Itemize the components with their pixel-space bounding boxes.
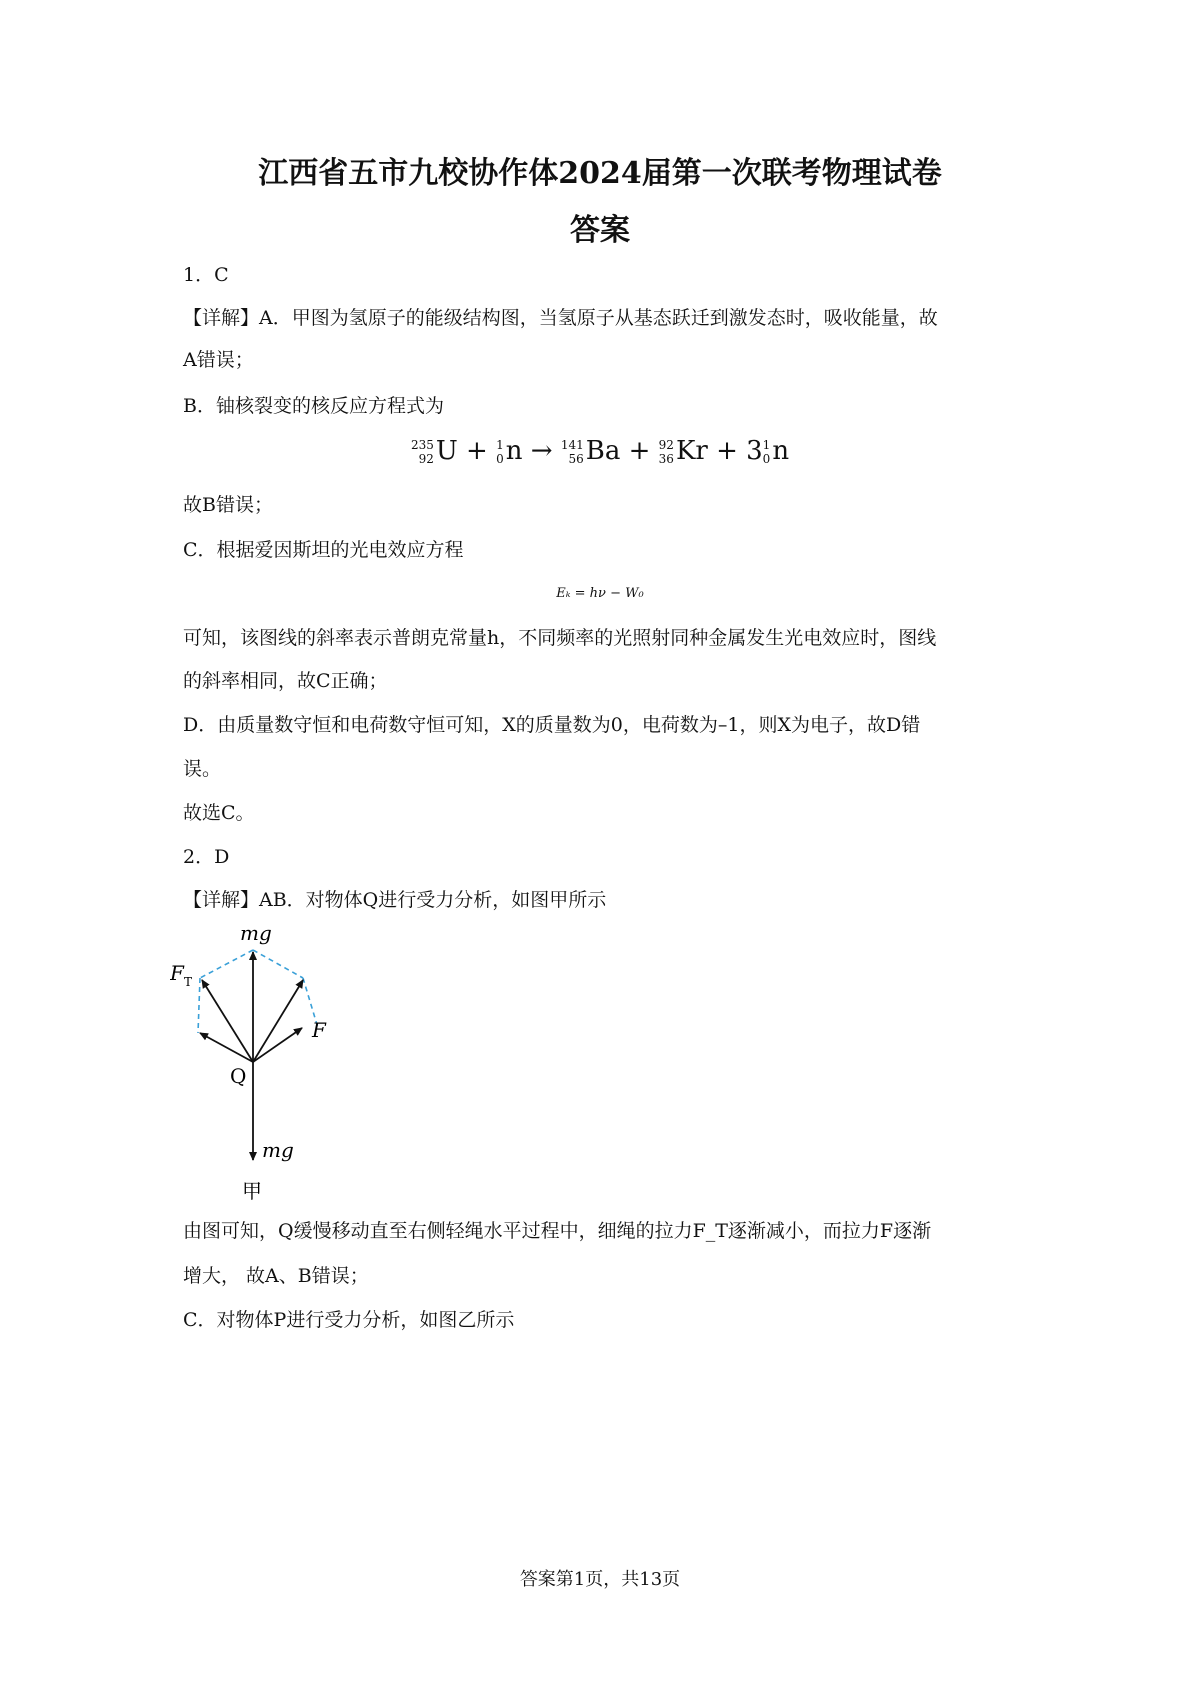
q1-option-d-line2: 误。 xyxy=(183,758,222,780)
diagram-caption: 甲 xyxy=(242,1179,262,1203)
label-q: Q xyxy=(230,1064,247,1088)
label-ft: F xyxy=(170,961,184,985)
q1-option-d-line1: D．由质量数守恒和电荷数守恒可知，X的质量数为0，电荷数为–1，则X为电子，故D错 xyxy=(183,714,921,736)
q2-answer: 2．D xyxy=(183,846,230,868)
q2-option-ab: 【详解】AB．对物体Q进行受力分析，如图甲所示 xyxy=(183,889,607,911)
vector-ft xyxy=(202,980,253,1062)
label-f: F xyxy=(312,1018,326,1042)
q1-option-b-conclusion: 故B错误； xyxy=(183,494,273,516)
q1-selection: 故选C。 xyxy=(183,802,255,824)
label-mg-top: mg xyxy=(240,921,272,945)
force-diagram-jia xyxy=(170,920,350,1210)
q1-option-b: B．铀核裂变的核反应方程式为 xyxy=(183,395,444,417)
photoelectric-equation: Eₖ = hν − W₀ xyxy=(556,586,644,601)
page-footer: 答案第1页，共13页 xyxy=(519,1569,681,1590)
page-subtitle: 答案 xyxy=(570,213,630,248)
vector-f-upper xyxy=(253,980,303,1062)
vector-ft-lower xyxy=(200,1033,253,1062)
q1-option-c-line2: 可知，该图线的斜率表示普朗克常量h，不同频率的光照射同种金属发生光电效应时，图线 xyxy=(183,627,937,649)
q1-option-a-line2: A错误； xyxy=(183,349,254,371)
page-title: 江西省五市九校协作体2024届第一次联考物理试卷 xyxy=(258,156,942,191)
construction-lines xyxy=(198,950,318,1033)
q2-option-c: C．对物体P进行受力分析，如图乙所示 xyxy=(183,1309,515,1331)
q1-option-c-line3: 的斜率相同，故C正确； xyxy=(183,670,388,692)
label-ft-subscript: T xyxy=(184,975,193,989)
q1-option-c: C．根据爱因斯坦的光电效应方程 xyxy=(183,539,464,561)
q2-analysis-line2: 增大， 故A、B错误； xyxy=(183,1265,369,1287)
q1-option-a-line1: 【详解】A．甲图为氢原子的能级结构图，当氢原子从基态跃迁到激发态时，吸收能量，故 xyxy=(183,307,938,329)
q1-answer: 1．C xyxy=(183,264,229,286)
vector-f xyxy=(253,1028,302,1062)
q2-analysis-line1: 由图可知，Q缓慢移动直至右侧轻绳水平过程中，细绳的拉力F_T逐渐减小，而拉力F逐渐 xyxy=(183,1220,932,1242)
label-mg-bottom: mg xyxy=(262,1138,294,1162)
fission-equation: 235 92U + 1 0n → 141 56Ba + 92 36Kr + 31 0n xyxy=(410,436,790,466)
